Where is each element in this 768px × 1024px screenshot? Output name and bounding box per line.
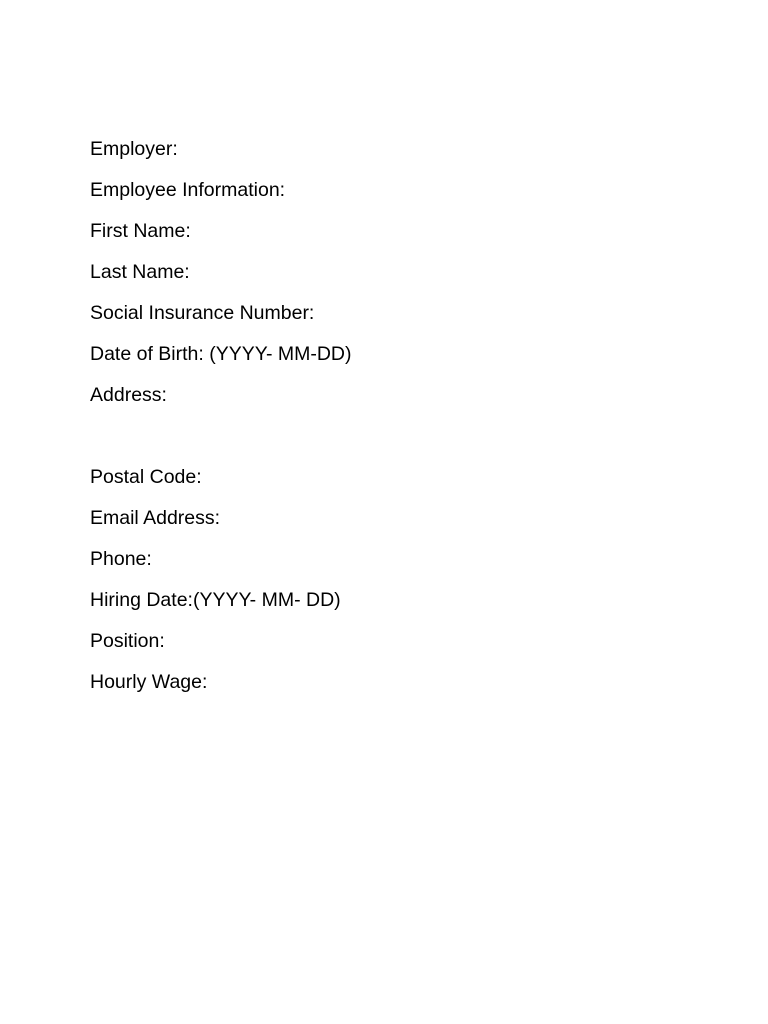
employer-label: Employer:	[90, 138, 178, 160]
position-label: Position:	[90, 630, 165, 652]
employee-information-heading: Employee Information:	[90, 179, 286, 201]
hiring-date-label: Hiring Date:(YYYY- MM- DD)	[90, 589, 341, 611]
blank-line	[90, 421, 690, 462]
postal-code-label: Postal Code:	[90, 466, 202, 488]
first-name-label: First Name:	[90, 220, 191, 242]
hourly-wage-label: Hourly Wage:	[90, 671, 208, 693]
social-insurance-number-label: Social Insurance Number:	[90, 302, 315, 324]
date-of-birth-label: Date of Birth: (YYYY- MM-DD)	[90, 343, 352, 365]
email-address-label: Email Address:	[90, 507, 221, 529]
phone-label: Phone:	[90, 548, 152, 570]
employee-form	[90, 134, 690, 708]
address-label: Address:	[90, 384, 167, 406]
last-name-label: Last Name:	[90, 261, 190, 283]
